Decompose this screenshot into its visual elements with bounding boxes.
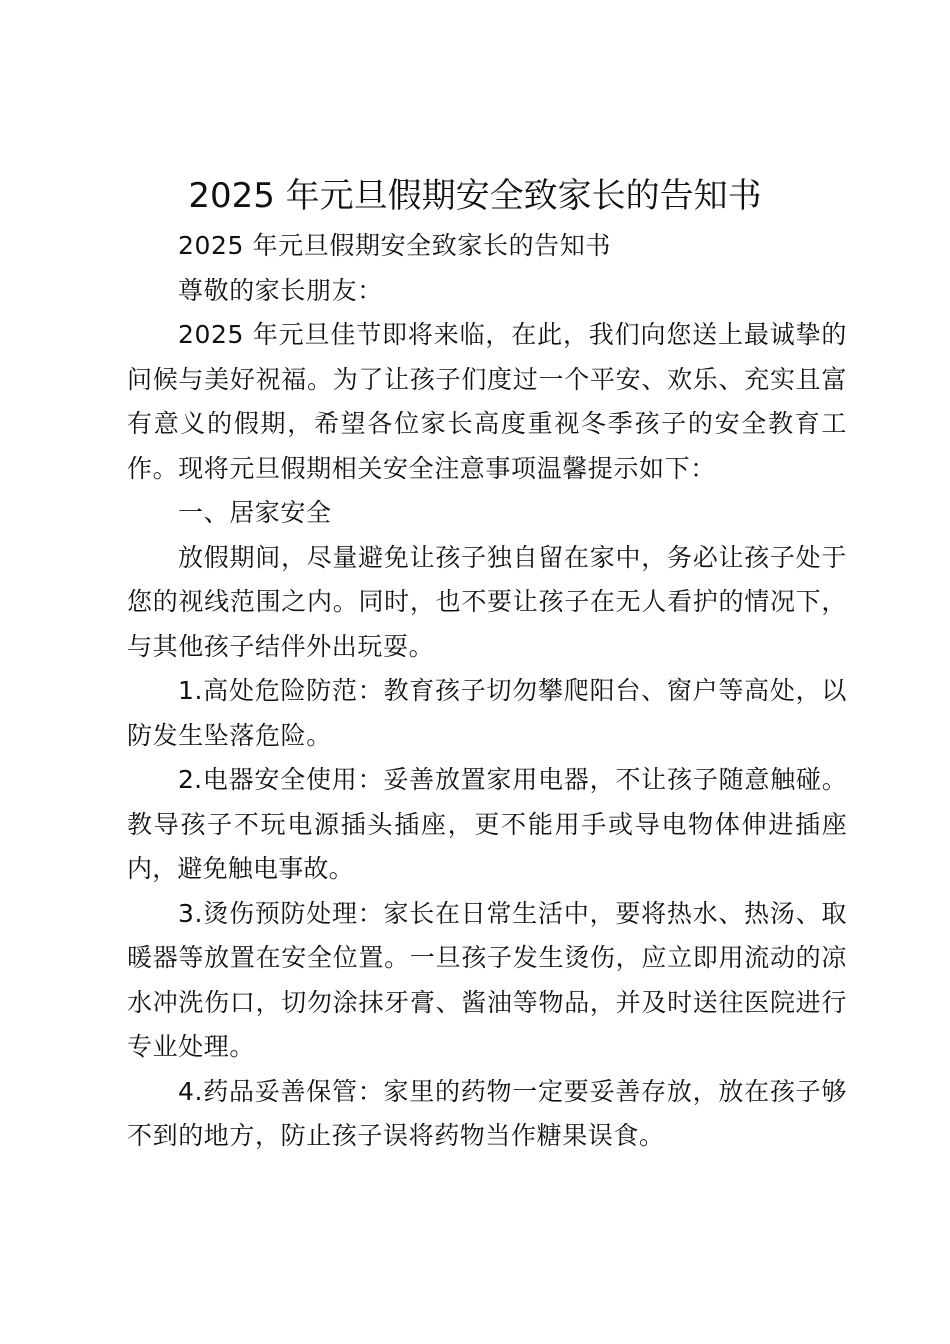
intro-paragraph: 2025 年元旦佳节即将来临，在此，我们向您送上最诚挚的问候与美好祝福。为了让孩子们度过一个平安、欢乐、充实且富有意义的假期，希望各位家长高度重视冬季孩子的安全教育工作。现将元旦假期相关安全注意事项温馨提示如下： — [127, 320, 847, 483]
document-title: 2025 年元旦假期安全致家长的告知书 — [188, 176, 762, 216]
item-high-places: 1.高处危险防范：教育孩子切勿攀爬阳台、窗户等高处，以防发生坠落危险。 — [127, 676, 847, 750]
item-electrical-safety: 2.电器安全使用：妥善放置家用电器，不让孩子随意触碰。教导孩子不玩电源插头插座，更不能用手或导电物体伸进插座内，避免触电事故。 — [127, 765, 847, 883]
item-burn-prevention: 3.烫伤预防处理：家长在日常生活中，要将热水、热汤、取暖器等放置在安全位置。一旦孩子发生烫伤，应立即用流动的凉水冲洗伤口，切勿涂抹牙膏、酱油等物品，并及时送往医院进行专业处理。 — [127, 898, 847, 1061]
subtitle-paragraph: 2025 年元旦假期安全致家长的告知书 — [178, 231, 611, 260]
item-medicine-storage: 4.药品妥善保管：家里的药物一定要妥善存放，放在孩子够不到的地方，防止孩子误将药物当作糖果误食。 — [127, 1076, 847, 1150]
section-heading-home-safety: 一、居家安全 — [178, 498, 332, 527]
home-safety-paragraph: 放假期间，尽量避免让孩子独自留在家中，务必让孩子处于您的视线范围之内。同时，也不要让孩子在无人看护的情况下，与其他孩子结伴外出玩耍。 — [127, 542, 847, 661]
document-body — [127, 224, 847, 1159]
salutation-paragraph: 尊敬的家长朋友： — [178, 275, 383, 305]
